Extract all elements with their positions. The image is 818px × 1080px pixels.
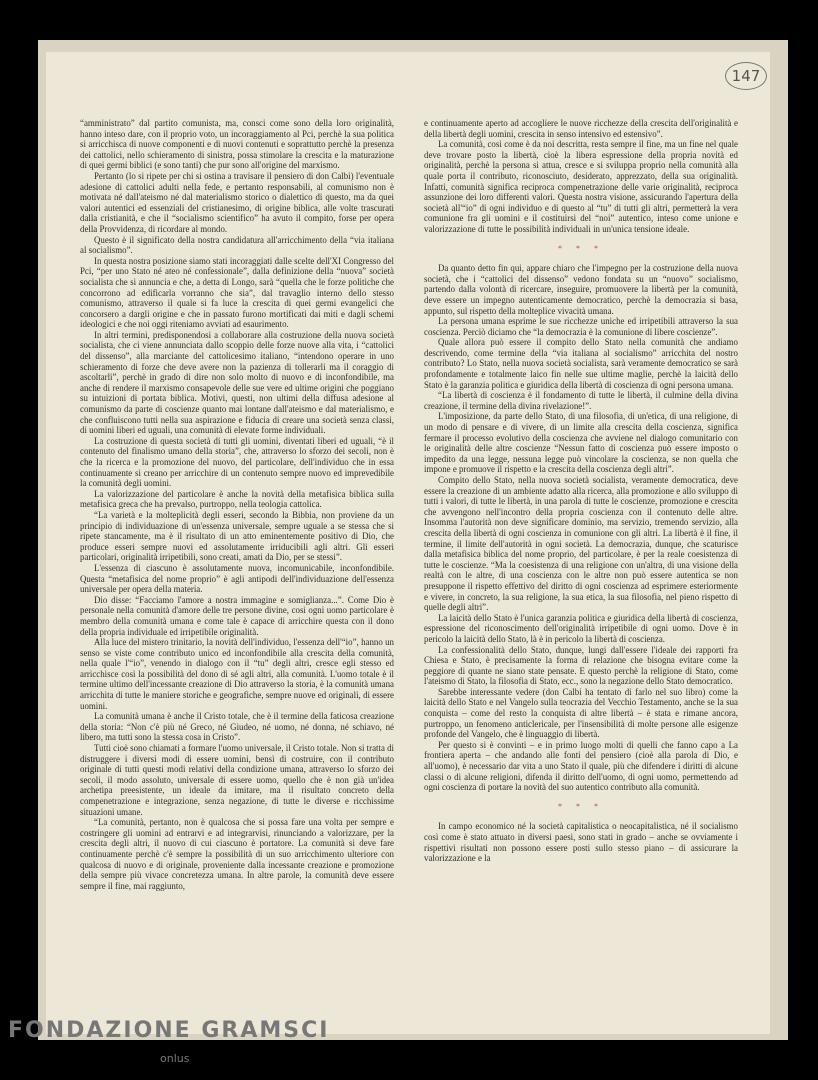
paragraph: La laicità dello Stato è l'unica garanzia politica e giuridica della libertà di coscienza, espressione del riconoscimento dell'originalità irripetibile di ogni uomo. Dove è in pericolo la laicità dello Stato, là è in pericolo la libertà di coscienza. [424,612,738,644]
right-column [424,118,738,864]
paragraph: La costruzione di questa società di tutti gli uomini, diventati liberi ed uguali, “è il contenuto del finalismo umano della storia”, che, attraverso lo sforzo dei secoli, non è che la ricerca e la promozione del nuovo, del particolare, dell'individuo che in essa continuamente si creano per arricchire di un contenuto sempre nuovo ed imprevedibile la comunità degli uomini. [80,435,394,489]
paragraph: e continuamente aperto ad accogliere le nuove ricchezze della crescita dell'originalità e della libertà degli uomini, crescita in senso intensivo ed estensivo”. [424,118,738,139]
paragraph: Per questo si è convinti – e in primo luogo molti di quelli che fanno capo a La frontiera aperta – che andando alle fonti del pensiero (cioè alla parola di Dio, e all'uomo), è necessario dar vita a uno Stato il quale, più che difendere i diritti di alcune classi o di alcune religioni, difenda il diritto dell'uomo, di ogni uomo, permettendo ad ogni coscienza di portare la novità del suo autentico contributo alla comunità. [424,739,738,793]
left-column [80,118,394,891]
paragraph: La comunità umana è anche il Cristo totale, che è il termine della faticosa creazione della storia: “Non c'è più né Greco, né Giudeo, né uomo, né donna, né schiavo, né libero, ma tutti sono la stessa cosa in Cristo”. [80,711,394,743]
paragraph: Compito dello Stato, nella nuova società socialista, veramente democratica, deve essere la creazione di un ambiente adatto alla ricerca, alla promozione e allo sviluppo di tutti i valori, di tutte le libertà, in una parola di tutte le coscienze, promozione e crescita che avvengono nell'incontro della propria coscienza con il contenuto delle altre. Insomma l'autorità non deve significare dominio, ma servizio, tremendo servizio, alla crescita della libertà di ogni coscienza in comunione con gli altri. La libertà è il fine, il termine, il limite dell'autorità in ogni società. La democrazia, dunque, che scaturisce dalla metafisica biblica del nome proprio, del particolare, è per la reale coesistenza di tutte le coscienze. “Ma la coesistenza di una religione con un'altra, di una visione della realtà con le altre, di una coscienza con le altre non può essere autentica se non presuppone il rispetto effettivo del diritto di ogni coscienza ad esprimere esteriormente e vivere, in concreto, la sua religione, la sua etica, la sua filosofia, nel pieno rispetto di quelle degli altri”. [424,475,738,613]
paragraph: “La varietà e la molteplicità degli esseri, secondo la Bibbia, non proviene da un principio di individuazione di un'essenza universale, sempre uguale a se stessa che si ripete stancamente, ma è il risultato di un atto eminentemente positivo di Dio, che produce esseri sempre nuovi ed assolutamente irriducibili agli altri. Gli esseri particolari, originalità irripetibili, sono creati, amati da Dio, per se stessi”. [80,509,394,563]
paragraph: Quale allora può essere il compito dello Stato nella comunità che andiamo descrivendo, come termine della “via italiana al socialismo” arricchita del nostro contributo? Lo Stato, nella nuova società socialista, sarà veramente democratico se sarà profondamente e totalmente laico fin nelle sue ultime maglie, perchè la laicità dello Stato è la garanzia politica e giuridica della libertà di coscienza di ogni persona umana. [424,337,738,390]
paragraph: La persona umana esprime le sue ricchezze uniche ed irripetibili attraverso la sua coscienza. Perciò diciamo che “la democrazia è la comunione di libere coscienze”. [424,316,738,337]
paragraph: La confessionalità dello Stato, dunque, lungi dall'essere l'ideale dei rapporti fra Chiesa e Stato, è precisamente la forma di relazione che bisogna evitare come la peggiore di quante ne siano state pensate. E questo perchè la religione di Stato, come l'ateismo di Stato, la filosofia di Stato, ecc., sono la negazione dello Stato democratico. [424,644,738,687]
watermark-logo [8,1018,330,1065]
paragraph: La comunità, così come è da noi descritta, resta sempre il fine, ma un fine nel quale deve trovare posto la libertà, cioè la libera espressione della propria novità ed originalità, perchè la persona si attua, cresce e si sviluppa proprio nella comunità alla quale porta il contributo, riconosciuto, desiderato, apprezzato, della sua originalità. Infatti, comunità significa reciproca compenetrazione delle varie originalità, reciproca assunzione dei loro differenti valori. Questa nostra visione, assicurando l'apertura della società all'“io” di ogni individuo e di questo al “tu” di tutti gli altri, permetterà la vera comunione fra gli uomini e il costituirsi del “noi” autentico, inteso come unione e valorizzazione di tutte le possibilità individuali in un'unica tensione ideale. [424,139,738,234]
paragraph: La valorizzazione del particolare è anche la novità della metafisica biblica sulla metafisica greca che ha prevalso, purtroppo, nella teologia cattolica. [80,488,394,510]
paragraph: In campo economico né la società capitalistica o neocapitalistica, né il socialismo così come è stato attuato in diversi paesi, sono stati in grado – anche se ovviamente i rispettivi risultati non possono essere posti sullo stesso piano – di assicurare la valorizzazione e la [424,821,738,864]
paragraph: Dio disse: “Facciamo l'amore a nostra immagine e somiglianza...”. Come Dio è personale nella comunità d'amore delle tre persone divine, così ogni uomo particolare è membro della comunità umana e come tale è capace di arricchire questa con il dono della propria individuale ed irripetibile originalità. [80,594,394,637]
paragraph: In altri termini, predisponendosi a collaborare alla costruzione della nuova società socialista, che ci viene annunciata dallo scoppio delle forze nuove alla vita, i “cattolici del dissenso”, alla marciante del cattolicesimo italiano, “intendono operare in uno schieramento di forze che deve avere non la pazienza di tollerarli ma il coraggio di ascoltarli”, perchè in grado di dire non solo molto di nuovo e di inconfondibile, ma anche di rendere il marxismo consapevole delle sue vere ed ultime origini che poggiano su intuizioni di portata biblica. Motivi, questi, non ultimi della diffusa adesione al comunismo da parte di coscienze quanto mai lontane dall'ateismo e dal materialismo, e che confluiscono tutti nella sua aspirazione e fiducia di creare una società senza classi, di uomini liberi ed uguali, una comunità di elevate forme individuali. [80,329,394,436]
paragraph: L'essenza di ciascuno è assolutamente nuova, incomunicabile, inconfondibile. Questa “metafisica del nome proprio” è agli antipodi dell'individuazione dell'essenza universale per opera della materia. [80,562,394,595]
paragraph: In questa nostra posizione siamo stati incoraggiati dalle scelte dell'XI Congresso del Pci, “per uno Stato né ateo né confessionale”, dalla definizione della “nuova” società socialista che si annuncia e che, a detta di Longo, sarà “quella che le forze politiche che concorrono ad edificarla vorranno che sia”, dal travaglio interno dello stesso comunismo, attraverso il quale si fa luce la crescita di quei germi evangelici che concorsero a dargli origine e che in passato furono mortificati dai miti e dagli schemi ideologici e che noi oggi riteniamo avviati ad esaurimento. [80,255,394,330]
paragraph: Alla luce del mistero trinitario, la novità dell'individuo, l'essenza dell'“io”, hanno un senso se viste come contributo unico ed inconfondibile alla crescita della comunità, nella quale l'“io”, venendo in dialogo con il “tu” degli altri, cresce egli stesso ed arricchisce così la possibilità del dono di sé agli altri, alla comunità. L'uomo totale è il termine ultimo dell'incessante creazione di Dio attraverso la storia, è la comunità umana arricchita di tutte le maniere storiche e geografiche, sempre nuove ed originali, di essere uomini. [80,637,394,711]
watermark-main: FONDAZIONE GRAMSCI [8,1018,330,1043]
paragraph: Da quanto detto fin qui, appare chiaro che l'impegno per la costruzione della nuova società, che i “cattolici del dissenso” vedono fondata su un “nuovo” socialismo, partendo dalla volontà di ricercare, inseguire, promuovere la libertà per la comunità, deve essere un impegno autenticamente democratico, perchè la democrazia si basa, appunto, sul rispetto della molteplice vivacità umana. [424,263,738,316]
section-separator: * * * [558,243,604,253]
paragraph: Pertanto (lo si ripete per chi si ostina a travisare il pensiero di don Calbi) l'eventuale adesione di cattolici adulti nella fede, e pertanto responsabili, al comunismo non è motivata né dall'ateismo né dal materialismo storico o dialettico di questo, ma da quei valori autentici ed essenziali del cristianesimo, di origine biblica, alle volte trascurati dalla cristianità, e che il “socialismo scientifico” ha avuto il compito, forse per opera della Provvidenza, di ricordare al mondo. [80,170,394,234]
paragraph: “La libertà di coscienza è il fondamento di tutte le libertà, il culmine della divina creazione, il termine della divina rivelazione!”. [424,390,738,411]
paragraph: Questo è il significato della nostra candidatura all'arricchimento della “via italiana al socialismo”. [80,234,394,256]
paragraph: “amministrato” dal partito comunista, ma, consci come sono della loro originalità, hanno inteso dare, con il proprio voto, un incoraggiamento al Pci, perchè la sua politica si arricchisca di nuove componenti e di nuovi contenuti e soprattutto perchè la presenza dei cattolici, nello schieramento di sinistra, possa stimolare la crescita e la maturazione di quei germi biblici (e sono tanti) che pur sono all'origine del marxismo. [80,118,394,171]
section-separator: * * * [558,801,604,811]
paragraph: L'imposizione, da parte dello Stato, di una filosofia, di un'etica, di una religione, di un modo di pensare e di vivere, di un limite alla crescita della coscienza, significa fermare il processo evolutivo della coscienza che avviene nel dialogo comunitario con le originalità delle altre coscienze “Nessun fatto di coscienza può essere imposto o impedito da una legge, nessuna legge può vincolare la coscienza, se non quella che impone e promuove il rispetto e la crescita della coscienza degli altri”. [424,411,738,475]
paragraph: “La comunità, pertanto, non è qualcosa che si possa fare una volta per sempre e costringere gli uomini ad entrarvi e ad integrarvisi, rinunciando a valorizzare, per la crescita degli altri, il nuovo di cui ciascuno è portatore. La comunità si deve fare continuamente perchè c'è sempre la possibilità di un suo arricchimento ulteriore con qualcosa di nuovo e di originale, proveniente dalla incessante creazione e promozione della sempre più vivace concretezza umana. In altre parole, la comunità deve essere sempre il fine, mai raggiunto, [80,817,394,891]
page-number: 147 [725,62,767,90]
paragraph: Tutti cioè sono chiamati a formare l'uomo universale, il Cristo totale. Non si tratta di distruggere i diversi modi di essere uomini, bensì di costruire, con il contributo originale di tutti questi modi relativi della condizione umana, attraverso lo sforzo dei secoli, il modo assoluto, universale di essere uomo, quello che è non già un'idea archetipa preesistente, un ideale da imitare, ma il risultato concreto della compenetrazione e integrazione, senza negazione, di tutte le diverse e ricchissime situazioni umane. [80,743,395,817]
watermark-sub: onlus [160,1052,190,1065]
paragraph: Sarebbe interessante vedere (don Calbi ha tentato di farlo nel suo libro) come la laicità dello Stato e nel Vangelo sulla teocrazia del Vecchio Testamento, anche se la sua conquista – come del resto la conquista di altre libertà – è stata e rimane ancora, purtroppo, un fenomeno anticlericale, per l'insensibilità di molte persone alle esigenze profonde del Vangelo, che è linguaggio di libertà. [424,686,738,740]
